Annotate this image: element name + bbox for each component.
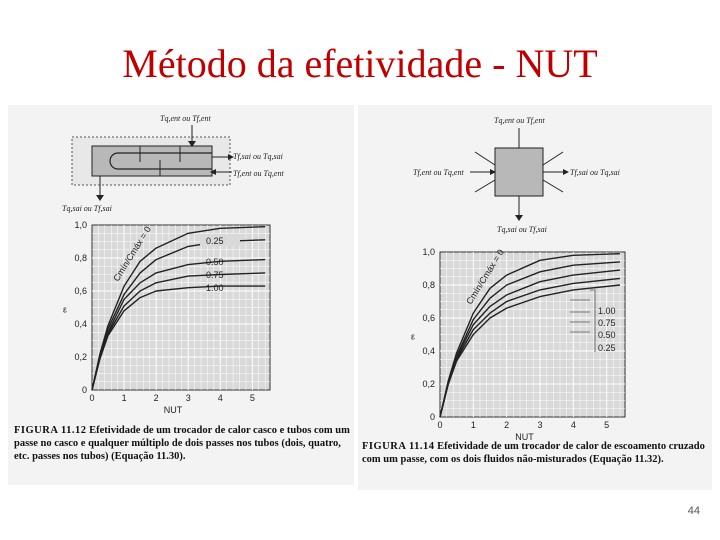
x-tick-label: 2 [153, 393, 159, 403]
left-schematic [62, 114, 284, 213]
x-tick-label: 0 [437, 420, 443, 430]
right-left-label: Tf,ent ou Tq,ent [413, 168, 464, 177]
x-tick-label: 3 [537, 420, 543, 430]
y-tick-label: 0 [429, 412, 435, 422]
right-legend-050: 0.50 [598, 330, 616, 340]
y-tick-label: 0,6 [422, 313, 435, 323]
y-tick-label: 0,2 [422, 379, 435, 389]
left-right-label-1: Tf,sai ou Tq,sai [233, 152, 283, 161]
y-tick-label: 1,0 [422, 247, 435, 257]
right-ratio-label: Cmín/Cmáx = 0 [464, 247, 506, 307]
y-tick-label: 0,8 [422, 280, 435, 290]
y-axis-label: ε [62, 304, 68, 315]
y-tick-label: 1,0 [74, 220, 87, 230]
x-tick-label: 0 [89, 393, 95, 403]
crossflow-right-arrowhead [563, 169, 569, 175]
y-tick-label: 0 [81, 385, 87, 395]
left-legend-075: 0.75 [206, 270, 224, 280]
x-tick-label: 5 [604, 420, 610, 430]
x-axis-label: NUT [163, 405, 183, 415]
left-legend-100: 1.00 [206, 283, 224, 293]
right-legend-075: 0.75 [598, 318, 616, 328]
crossflow-core [495, 148, 543, 196]
right-legend-100: 1.00 [598, 306, 616, 316]
left-chart [63, 220, 270, 415]
left-caption-text: Efetividade de um trocador de calor casco e tubos com um passe no casco e qualquer múltiplo de dois passes nos tubos (dois, quatro, etc. passes nos tubos) (Equação 11.30). [14, 425, 350, 462]
y-tick-label: 0,2 [74, 352, 87, 362]
outlet-arrowhead [96, 195, 104, 201]
left-bottom-label: Tq,sai ou Tf,sai [62, 204, 112, 213]
x-axis-label: NUT [515, 432, 534, 442]
right-caption-figure: FIGURA 11.14 [362, 441, 435, 452]
y-tick-label: 0,8 [74, 253, 87, 263]
left-legend-025: 0.25 [206, 236, 224, 246]
x-tick-label: 5 [249, 393, 255, 403]
y-tick-label: 0,4 [422, 346, 435, 356]
right-top-label: Tq,ent ou Tf,ent [494, 116, 545, 125]
left-right-label-2: Tf,ent ou Tq,ent [233, 169, 284, 178]
left-ratio-label: Cmín/Cmáx = 0 [111, 224, 153, 284]
crossflow-out-arrowhead [515, 215, 523, 221]
y-tick-label: 0,6 [74, 286, 87, 296]
right-caption-text: Efetividade de um trocador de calor de escoamento cruzado com um passe, com os dois fluidos não-misturados (Equação 11.32). [362, 441, 705, 465]
right-caption [362, 440, 707, 466]
x-tick-label: 4 [570, 420, 576, 430]
left-legend-050: 0.50 [206, 257, 224, 267]
left-top-label: Tq,ent ou Tf,ent [160, 114, 211, 123]
x-tick-label: 3 [185, 393, 191, 403]
y-axis-label: ε [410, 331, 416, 342]
x-tick-label: 4 [217, 393, 223, 403]
right-schematic [413, 116, 620, 234]
left-caption-figure: FIGURA 11.12 [14, 425, 87, 436]
page-number: 44 [687, 505, 700, 517]
y-tick-label: 0,4 [74, 319, 87, 329]
left-caption [14, 424, 350, 463]
right-right-label: Tf,sai ou Tq,sai [570, 168, 620, 177]
right-bottom-label: Tq,sai ou Tf,sai [497, 225, 547, 234]
right-chart [411, 247, 625, 442]
slide-title: Método da efetividade - NUT [122, 41, 598, 86]
x-tick-label: 1 [470, 420, 476, 430]
x-tick-label: 1 [121, 393, 127, 403]
x-tick-label: 2 [504, 420, 510, 430]
right-legend-025: 0.25 [598, 343, 616, 353]
